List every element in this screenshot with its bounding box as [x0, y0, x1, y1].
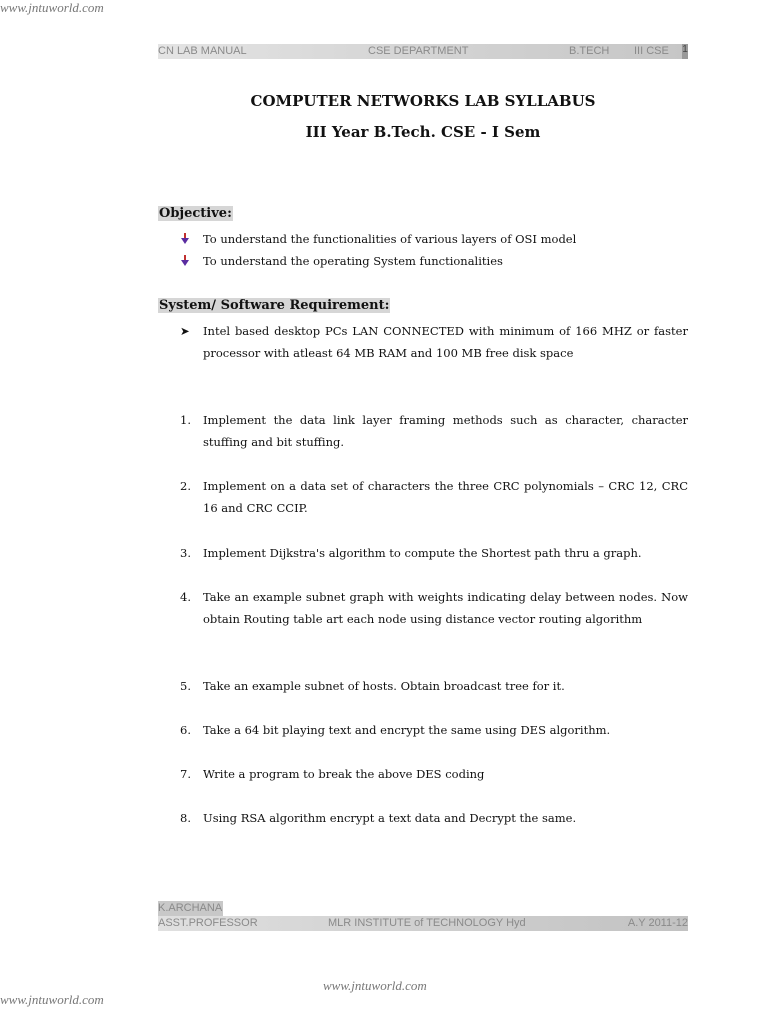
down-arrow-bullet-icon [180, 233, 190, 245]
experiment-number: 3. [180, 546, 191, 560]
experiment-number: 1. [180, 413, 191, 427]
experiment-item [180, 807, 688, 829]
experiment-number: 4. [180, 590, 191, 604]
experiment-item [180, 719, 688, 741]
author-name: K.ARCHANA [158, 902, 223, 914]
header-manual-label: CN LAB MANUAL [158, 45, 247, 57]
watermark-top: www.jntuworld.com [0, 0, 104, 15]
watermark-bottom-center: www.jntuworld.com [323, 978, 427, 993]
experiment-item [180, 675, 688, 697]
objective-item-text: To understand the operating System functionalities [203, 254, 503, 268]
watermark-bottom-left: www.jntuworld.com [0, 992, 104, 1007]
experiment-text: Implement the data link layer framing methods such as character, character stuffing and bit stuffing. [203, 413, 688, 449]
experiment-item [180, 542, 688, 564]
experiment-text: Take an example subnet graph with weights indicating delay between nodes. Now obtain Routing table art each node using distance vector routing algorithm [203, 590, 688, 626]
arrowhead-bullet-icon: ➤ [180, 324, 190, 338]
footer-author-name [158, 901, 223, 916]
experiment-item [180, 475, 699, 519]
requirement-text: Intel based desktop PCs LAN CONNECTED with minimum of 166 MHZ or faster processor with atleast 64 MB RAM and 100 MB free disk space [203, 324, 688, 360]
experiment-number: 6. [180, 723, 191, 737]
experiment-item [180, 586, 688, 630]
experiment-number: 7. [180, 767, 191, 781]
page-header [158, 44, 688, 59]
experiment-text: Implement on a data set of characters the three CRC polynomials – CRC 12, CRC 16 and CRC CCIP. [203, 479, 699, 515]
experiment-text: Implement Dijkstra's algorithm to compute the Shortest path thru a graph. [203, 546, 642, 560]
author-designation: ASST.PROFESSOR [158, 917, 258, 929]
objective-item-text: To understand the functionalities of various layers of OSI model [203, 232, 577, 246]
header-btech-label: B.TECH [569, 45, 610, 57]
page-title: COMPUTER NETWORKS LAB SYLLABUS [250, 92, 596, 110]
experiment-number: 8. [180, 811, 191, 825]
academic-year: A.Y 2011-12 [627, 917, 688, 929]
experiment-item [180, 763, 688, 785]
header-department-label: CSE DEPARTMENT [368, 45, 469, 57]
experiment-number: 5. [180, 679, 191, 693]
down-arrow-bullet-icon [180, 255, 190, 267]
experiment-item [180, 409, 688, 453]
objective-heading: Objective: [159, 206, 232, 221]
experiment-text: Take a 64 bit playing text and encrypt the same using DES algorithm. [203, 723, 611, 737]
experiment-text: Write a program to break the above DES coding [203, 767, 485, 781]
page-subtitle: III Year B.Tech. CSE - I Sem [305, 123, 541, 141]
experiment-text: Take an example subnet of hosts. Obtain broadcast tree for it. [203, 679, 565, 693]
institute-name: MLR INSTITUTE of TECHNOLOGY Hyd [328, 917, 526, 929]
header-class-label: III CSE [634, 45, 669, 57]
header-page-number: 1 [682, 44, 688, 59]
requirement-heading: System/ Software Requirement: [159, 298, 390, 313]
requirement-item [180, 320, 688, 364]
experiment-number: 2. [180, 479, 191, 493]
page-footer [158, 916, 688, 931]
experiment-text: Using RSA algorithm encrypt a text data and Decrypt the same. [203, 811, 577, 825]
